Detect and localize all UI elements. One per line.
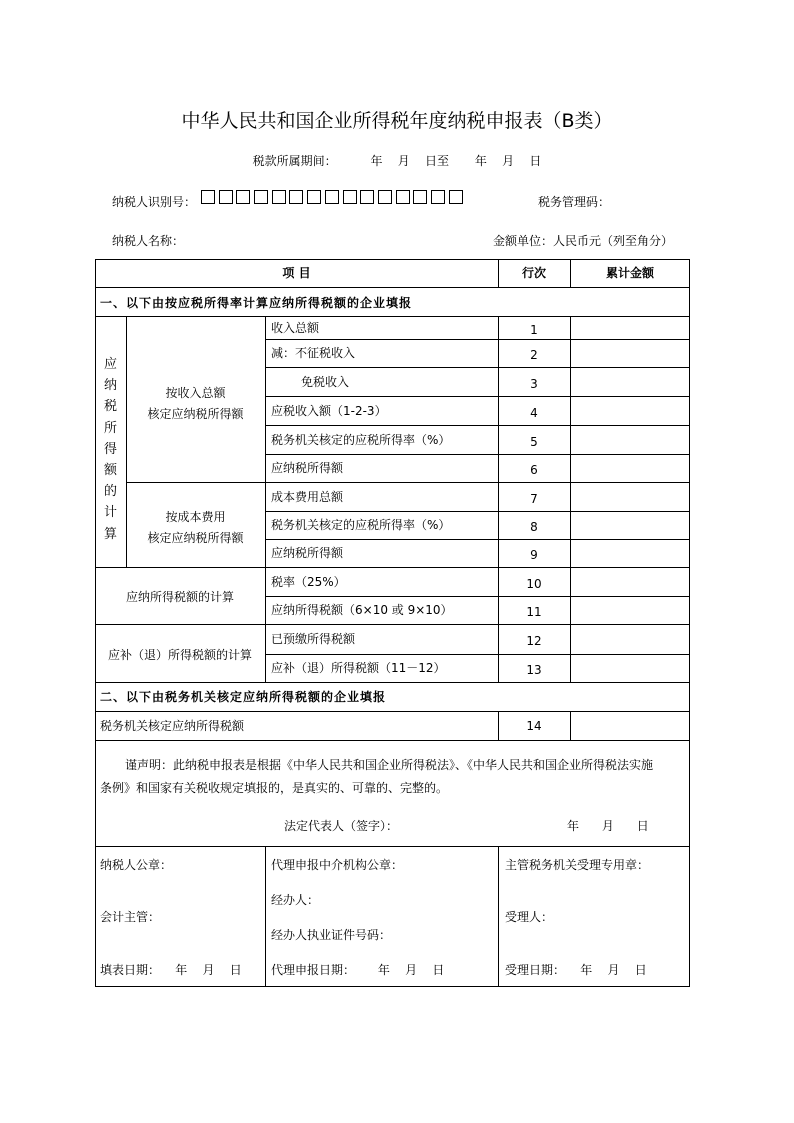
row-14-amount[interactable] bbox=[571, 712, 689, 740]
row-label: 应补（退）所得税额（11－12） bbox=[271, 661, 446, 675]
handler: 经办人： bbox=[271, 893, 320, 907]
row-amount-cell[interactable] bbox=[571, 568, 689, 596]
receiver: 受理人： bbox=[505, 910, 554, 924]
taxpayer-id-box[interactable] bbox=[360, 190, 374, 204]
taxpayer-id-box[interactable] bbox=[378, 190, 392, 204]
currency-unit: 金额单位：人民币元（列至角分） bbox=[493, 234, 674, 248]
legal-rep-signature[interactable]: 法定代表人（签字）： bbox=[284, 819, 399, 833]
column-header-item: 项 目 bbox=[282, 266, 311, 280]
fill-date: 填表日期： 年 月 日 bbox=[100, 963, 242, 977]
row-number: 11 bbox=[526, 605, 542, 619]
taxpayer-id-box[interactable] bbox=[396, 190, 410, 204]
taxpayer-id-box[interactable] bbox=[254, 190, 268, 204]
row-amount-cell[interactable] bbox=[571, 540, 689, 567]
row-label: 成本费用总额 bbox=[271, 489, 344, 504]
row-number: 12 bbox=[526, 634, 542, 648]
row-14-num: 14 bbox=[526, 719, 542, 733]
row-number: 6 bbox=[530, 463, 538, 477]
group-refund: 应补（退）所得税额的计算 bbox=[107, 648, 252, 662]
row-amount-cell[interactable] bbox=[571, 483, 689, 511]
period-end: 年 月 日 bbox=[474, 154, 542, 168]
taxpayer-id-box[interactable] bbox=[343, 190, 357, 204]
row-label: 税务机关核定的应税所得率（%） bbox=[271, 518, 451, 532]
row-number: 3 bbox=[530, 376, 538, 391]
authority-seal: 主管税务机关受理专用章： bbox=[505, 858, 650, 872]
vertical-label-char: 算 bbox=[103, 526, 117, 542]
taxpayer-id-box[interactable] bbox=[201, 190, 215, 204]
group-cost-line2: 核定应纳税所得额 bbox=[147, 531, 244, 545]
accountant: 会计主管： bbox=[100, 910, 161, 924]
row-number: 13 bbox=[526, 663, 542, 677]
taxpayer-id-label: 纳税人识别号： bbox=[112, 195, 197, 209]
taxpayer-id-box[interactable] bbox=[413, 190, 427, 204]
taxpayer-id-boxes[interactable] bbox=[201, 190, 466, 204]
row-label: 免税收入 bbox=[301, 374, 350, 389]
taxpayer-seal: 纳税人公章： bbox=[100, 858, 173, 872]
row-amount-cell[interactable] bbox=[571, 512, 689, 539]
vertical-label-char: 的 bbox=[103, 484, 117, 500]
taxpayer-id-box[interactable] bbox=[431, 190, 445, 204]
row-amount-cell[interactable] bbox=[571, 625, 689, 654]
column-header-amount: 累计金额 bbox=[605, 266, 654, 280]
tax-period bbox=[0, 152, 794, 169]
row-amount-cell[interactable] bbox=[571, 340, 689, 367]
row-number: 1 bbox=[530, 322, 538, 337]
taxpayer-id-box[interactable] bbox=[289, 190, 303, 204]
declaration-line1: 谨声明：此纳税申报表是根据《中华人民共和国企业所得税法》、《中华人民共和国企业所得税法实施 bbox=[125, 758, 654, 772]
row-label: 税务机关核定的应税所得率（%） bbox=[271, 432, 451, 447]
row-number: 2 bbox=[530, 348, 538, 362]
group-income-line2: 核定应纳税所得额 bbox=[147, 407, 244, 421]
taxpayer-id-box[interactable] bbox=[236, 190, 250, 204]
row-number: 4 bbox=[530, 405, 538, 420]
vertical-label-char: 得 bbox=[103, 441, 117, 457]
row-label: 减：不征税收入 bbox=[271, 346, 356, 360]
agent-seal: 代理申报中介机构公章： bbox=[271, 858, 404, 872]
period-label: 税款所属期间： bbox=[252, 154, 337, 168]
row-number: 10 bbox=[526, 576, 542, 591]
vertical-label-char: 纳 bbox=[103, 378, 117, 394]
taxpayer-id-box[interactable] bbox=[219, 190, 233, 204]
row-amount-cell[interactable] bbox=[571, 597, 689, 624]
agent-date: 代理申报日期： 年 月 日 bbox=[271, 963, 445, 977]
row-label: 应纳税所得额 bbox=[271, 546, 344, 560]
taxpayer-id-box[interactable] bbox=[307, 190, 321, 204]
taxpayer-id-box[interactable] bbox=[449, 190, 463, 204]
vertical-label-char: 计 bbox=[103, 505, 117, 521]
row-amount-cell[interactable] bbox=[571, 426, 689, 454]
mgmt-code-label: 税务管理码： bbox=[538, 195, 611, 209]
row-number: 9 bbox=[530, 548, 538, 562]
group-tax-calc: 应纳所得税额的计算 bbox=[125, 590, 234, 604]
row-number: 8 bbox=[530, 520, 538, 534]
tax-form-table bbox=[95, 259, 690, 987]
handler-cert: 经办人执业证件号码： bbox=[271, 928, 392, 942]
row-label: 应税收入额（1-2-3） bbox=[271, 403, 387, 418]
group-income bbox=[126, 383, 265, 425]
row-amount-cell[interactable] bbox=[571, 397, 689, 425]
row-label: 应纳所得税额（6×10 或 9×10） bbox=[271, 603, 453, 617]
row-label: 收入总额 bbox=[271, 320, 320, 335]
row-number: 5 bbox=[530, 434, 538, 449]
declaration-line2: 条例》和国家有关税收规定填报的，是真实的、可靠的、完整的。 bbox=[100, 781, 449, 795]
row-amount-cell[interactable] bbox=[571, 655, 689, 682]
row-amount-cell[interactable] bbox=[571, 317, 689, 339]
group-cost bbox=[126, 507, 265, 549]
group-income-line1: 按收入总额 bbox=[165, 386, 226, 400]
vertical-label-char: 所 bbox=[103, 420, 117, 436]
taxpayer-name-label: 纳税人名称： bbox=[112, 234, 185, 248]
vertical-label-char: 税 bbox=[103, 399, 117, 415]
row-label: 应纳税所得额 bbox=[271, 461, 344, 475]
group-cost-line1: 按成本费用 bbox=[165, 510, 226, 524]
column-header-row: 行次 bbox=[521, 266, 546, 280]
row-label: 税率（25%） bbox=[271, 574, 346, 589]
row-amount-cell[interactable] bbox=[571, 368, 689, 396]
vertical-label-char: 额 bbox=[103, 463, 117, 478]
row-amount-cell[interactable] bbox=[571, 455, 689, 482]
section-1-title: 一、以下由按应税所得率计算应纳所得税额的企业填报 bbox=[100, 296, 413, 310]
taxpayer-id-box[interactable] bbox=[272, 190, 286, 204]
taxpayer-id-box[interactable] bbox=[325, 190, 339, 204]
row-14-label: 税务机关核定应纳所得税额 bbox=[100, 719, 245, 733]
vertical-label-char: 应 bbox=[103, 357, 117, 372]
legal-rep-date: 年 月 日 bbox=[567, 819, 649, 833]
page-title: 中华人民共和国企业所得税年度纳税申报表（B类） bbox=[181, 110, 613, 132]
period-start: 年 月 日至 bbox=[370, 154, 449, 168]
row-number: 7 bbox=[530, 491, 538, 506]
section-2-title: 二、以下由税务机关核定应纳所得税额的企业填报 bbox=[100, 690, 387, 704]
receive-date: 受理日期： 年 月 日 bbox=[505, 963, 647, 977]
row-label: 已预缴所得税额 bbox=[271, 632, 356, 646]
